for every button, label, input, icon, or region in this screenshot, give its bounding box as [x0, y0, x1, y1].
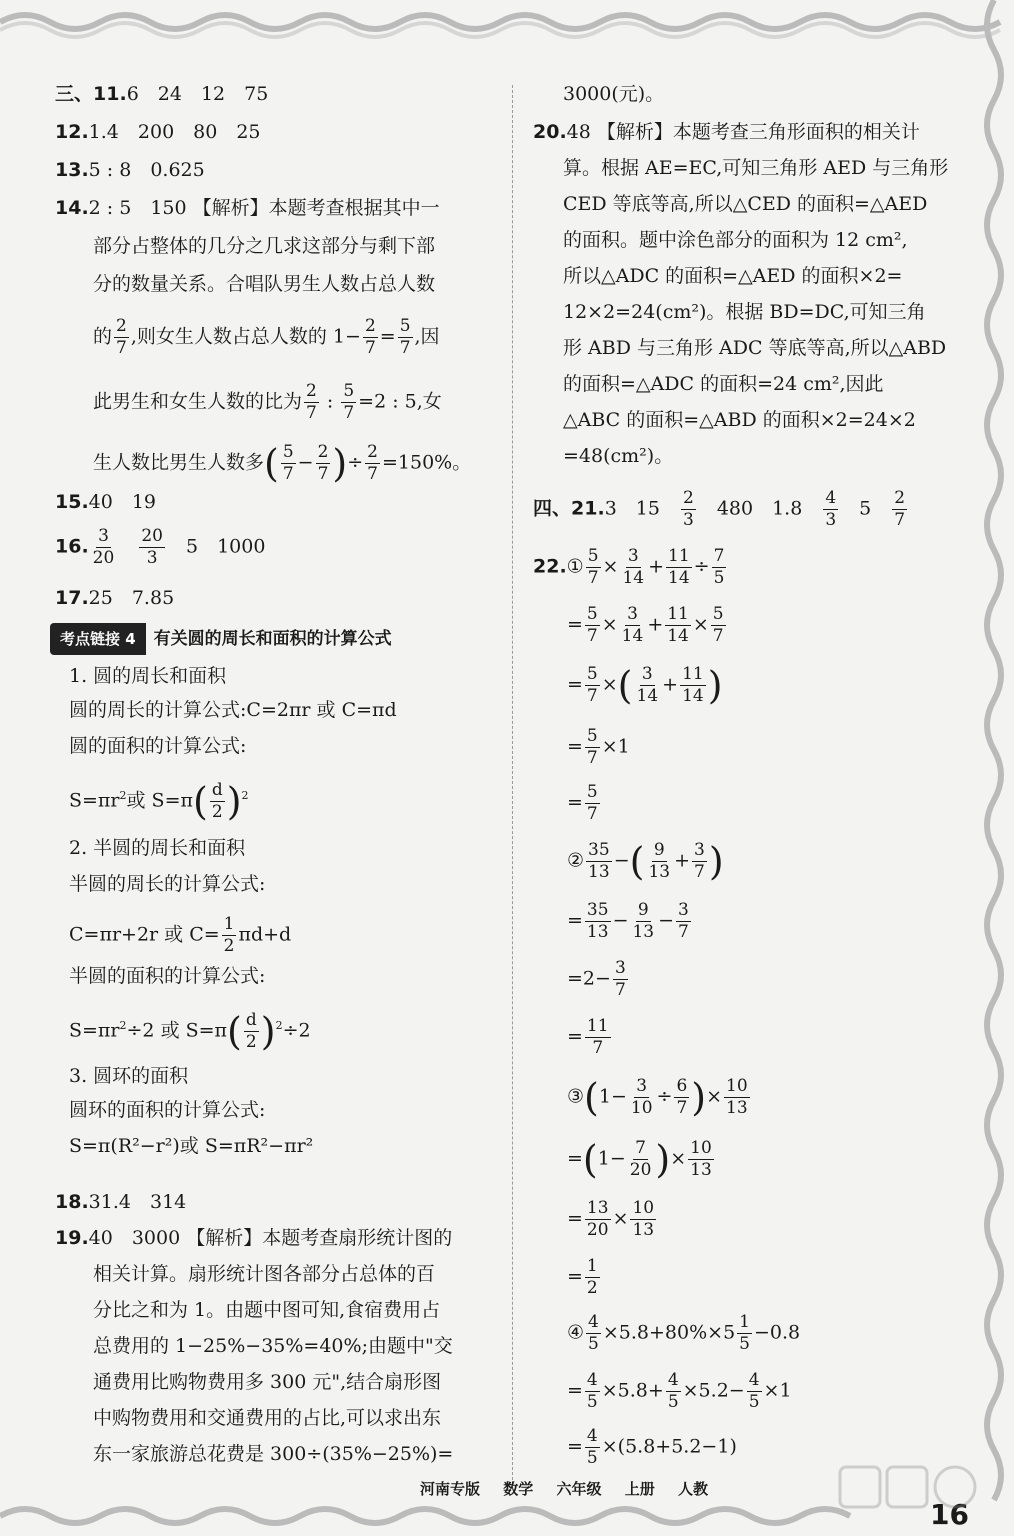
page-number: 16: [930, 1498, 969, 1531]
fraction: $\frac{3}{20}$: [92, 526, 115, 568]
formula-semicircle-area-label: 半圆的面积的计算公式:: [69, 965, 266, 987]
formula-annulus-label: 圆环的面积的计算公式:: [69, 1099, 266, 1121]
formula-heading-2: 2. 半圆的周长和面积: [69, 837, 246, 859]
formula-semicircle-area: $S=\pi r^2\div 2$ 或 S=π( $\frac{d}{2}$ )$^2$÷2: [69, 1009, 311, 1054]
formula-heading-1: 1. 圆的周长和面积: [69, 665, 227, 687]
step: =2− $\frac{3}{7}$: [567, 958, 626, 1000]
answer-12: 12.1.4 200 80 25: [55, 121, 261, 143]
fraction: $\frac{5}{7}$: [282, 442, 294, 484]
answer-22-2: ② $\frac{35}{13}$ −( $\frac{9}{13}$ + $\frac{3}{7}$ ): [567, 839, 724, 884]
fraction: $\frac{d}{2}$: [211, 780, 223, 822]
page-footer: [420, 1478, 726, 1499]
answer-19-line7: 东一家旅游总花费是 300÷(35%−25%)=: [93, 1443, 454, 1465]
fraction: $\frac{2}{7}$: [116, 316, 127, 358]
formula-semicircle-perimeter: C=πr+2r 或 C= $\frac{1}{2}$ πd+d: [69, 914, 292, 956]
answer-19-line5: 通费用比购物费用多 300 元",结合扇形图: [93, 1371, 442, 1393]
step: = $\frac{4}{5}$ ×5.8+ $\frac{4}{5}$ ×5.2− $\frac{4}{5}$ ×1: [567, 1370, 792, 1412]
answer-20: 20.48 【解析】本题考查三角形面积的相关计: [533, 121, 920, 143]
footer-volume: 上册: [624, 1480, 655, 1498]
fraction: $\frac{2}{7}$: [317, 442, 329, 484]
answer-20-line4: 的面积。题中涂色部分的面积为 12 cm²,: [563, 229, 908, 251]
formula-area: $S=\pi r^2$或 S=π( $\frac{d}{2}$ )$^2$: [69, 779, 249, 824]
answer-14: 14.2 : 5 150 【解析】本题考查根据其中一: [55, 197, 440, 219]
formula-area-label: 圆的面积的计算公式:: [69, 735, 247, 757]
fraction: $\frac{2}{7}$: [364, 316, 376, 358]
formula-annulus: S=π(R²−r²)或 S=πR²−πr²: [69, 1135, 314, 1157]
watermark-logo: [835, 1462, 985, 1522]
step: = $\frac{5}{7}$: [567, 782, 598, 824]
formula-circumference: 圆的周长的计算公式:C=2πr 或 C=πd: [69, 699, 397, 721]
answer-13: 13.5 : 8 0.625: [55, 159, 205, 181]
answer-19-line2: 相关计算。扇形统计图各部分占总体的百: [93, 1263, 436, 1285]
formula-heading-3: 3. 圆环的面积: [69, 1065, 189, 1087]
step: = $\frac{1}{2}$: [567, 1256, 598, 1298]
answer-15: 15.40 19: [55, 491, 157, 513]
top-wavy-border: [0, 0, 1014, 40]
step: = $\frac{5}{7}$ ×1: [567, 726, 630, 768]
answer-20-line8: 的面积=△ADC 的面积=24 cm²,因此: [563, 373, 884, 395]
step: = $\frac{35}{13}$ − $\frac{9}{13}$ − $\frac{3}{7}$: [567, 900, 689, 942]
answer-20-line6: 12×2=24(cm²)。根据 BD=DC,可知三角: [563, 301, 926, 323]
answer-14-line6: 生人数比男生人数多( $\frac{5}{7}$ − $\frac{2}{7}$ )÷ $\frac{2}{7}$ =150%。: [93, 441, 472, 486]
formula-semicircle-perimeter-label: 半圆的周长的计算公式:: [69, 873, 266, 895]
answer-22-3: ③(1− $\frac{3}{10}$ ÷ $\frac{6}{7}$ )× $\frac{10}{13}$: [567, 1075, 748, 1120]
answer-18: 18.31.4 314: [55, 1191, 187, 1213]
step: =(1− $\frac{7}{20}$ )× $\frac{10}{13}$: [567, 1137, 712, 1182]
answer-22-1: 22.① $\frac{5}{7}$ × $\frac{3}{14}$ + $\frac{11}{14}$ ÷ $\frac{7}{5}$: [533, 546, 725, 588]
right-wavy-border: [974, 0, 1014, 1536]
section-tag: 考点链接 4: [50, 623, 146, 655]
footer-subject: 数学: [503, 1480, 534, 1498]
answer-17: 17.25 7.85: [55, 587, 175, 609]
knowledge-link-header: [50, 623, 392, 655]
column-divider: [512, 85, 513, 1485]
answer-14-line4: 的 $\frac{2}{7}$ ,则女生人数占总人数的 1− $\frac{2}{7}$ = $\frac{5}{7}$ ,因: [93, 316, 440, 358]
section-title: 有关圆的周长和面积的计算公式: [153, 629, 392, 649]
answer-19-line3: 分比之和为 1。由题中图可知,食宿费用占: [93, 1299, 441, 1321]
fraction: $\frac{5}{7}$: [343, 381, 355, 423]
answer-14-line5: 此男生和女生人数的比为 $\frac{2}{7}$ : $\frac{5}{7}$ =2 : 5,女: [93, 381, 442, 423]
footer-grade: 六年级: [556, 1480, 602, 1498]
answer-21: 四、21.3 15 $\frac{2}{3}$ 480 1.8 $\frac{4}{3}$ 5 $\frac{2}{7}$: [533, 488, 906, 530]
answer-14-line3: 分的数量关系。合唱队男生人数占总人数: [93, 273, 436, 295]
fraction: $\frac{d}{2}$: [245, 1010, 257, 1052]
fraction: $\frac{2}{7}$: [306, 381, 317, 423]
fraction: $\frac{4}{3}$: [825, 488, 837, 530]
answer-19-line4: 总费用的 1−25%−35%=40%;由题中"交: [93, 1335, 453, 1357]
answer-19-result: 3000(元)。: [563, 83, 665, 105]
answer-22-4: ④ $\frac{4}{5}$ ×5.8+80%×5 $\frac{1}{5}$ −0.8: [567, 1312, 801, 1354]
step: = $\frac{5}{7}$ × $\frac{3}{14}$ + $\frac{11}{14}$ × $\frac{5}{7}$: [567, 604, 724, 646]
step: = $\frac{13}{20}$ × $\frac{10}{13}$: [567, 1198, 655, 1240]
fraction: $\frac{20}{3}$: [141, 526, 163, 568]
footer-publisher: 人教: [678, 1480, 709, 1498]
answer-14-line2: 部分占整体的几分之几求这部分与剩下部: [93, 235, 436, 257]
step: = $\frac{11}{7}$: [567, 1016, 609, 1058]
answer-16: 16. $\frac{3}{20}$ $\frac{20}{3}$ 5 1000: [55, 526, 266, 568]
fraction: $\frac{5}{7}$: [399, 316, 411, 358]
answer-20-line5: 所以△ADC 的面积=△AED 的面积×2=: [563, 265, 903, 287]
answer-19: 19.40 3000 【解析】本题考查扇形统计图的: [55, 1227, 453, 1249]
fraction: $\frac{2}{7}$: [367, 442, 378, 484]
answer-11: 三、11.6 24 12 75: [55, 83, 269, 105]
answer-20-line7: 形 ABD 与三角形 ADC 等底等高,所以△ABD: [563, 337, 947, 359]
fraction: $\frac{1}{2}$: [223, 914, 235, 956]
answer-19-line6: 中购物费用和交通费用的占比,可以求出东: [93, 1407, 442, 1429]
answer-20-line10: =48(cm²)。: [563, 445, 674, 467]
answer-20-line9: △ABC 的面积=△ABD 的面积×2=24×2: [563, 409, 916, 431]
fraction: $\frac{2}{3}$: [682, 488, 694, 530]
step: = $\frac{4}{5}$ ×(5.8+5.2−1): [567, 1426, 737, 1468]
answer-20-line3: CED 等底等高,所以△CED 的面积=△AED: [563, 193, 928, 215]
footer-edition: 河南专版: [420, 1480, 481, 1498]
answer-20-line2: 算。根据 AE=EC,可知三角形 AED 与三角形: [563, 157, 949, 179]
fraction: $\frac{2}{7}$: [894, 488, 906, 530]
step: = $\frac{5}{7}$ ×( $\frac{3}{14}$ + $\frac{11}{14}$ ): [567, 663, 723, 708]
